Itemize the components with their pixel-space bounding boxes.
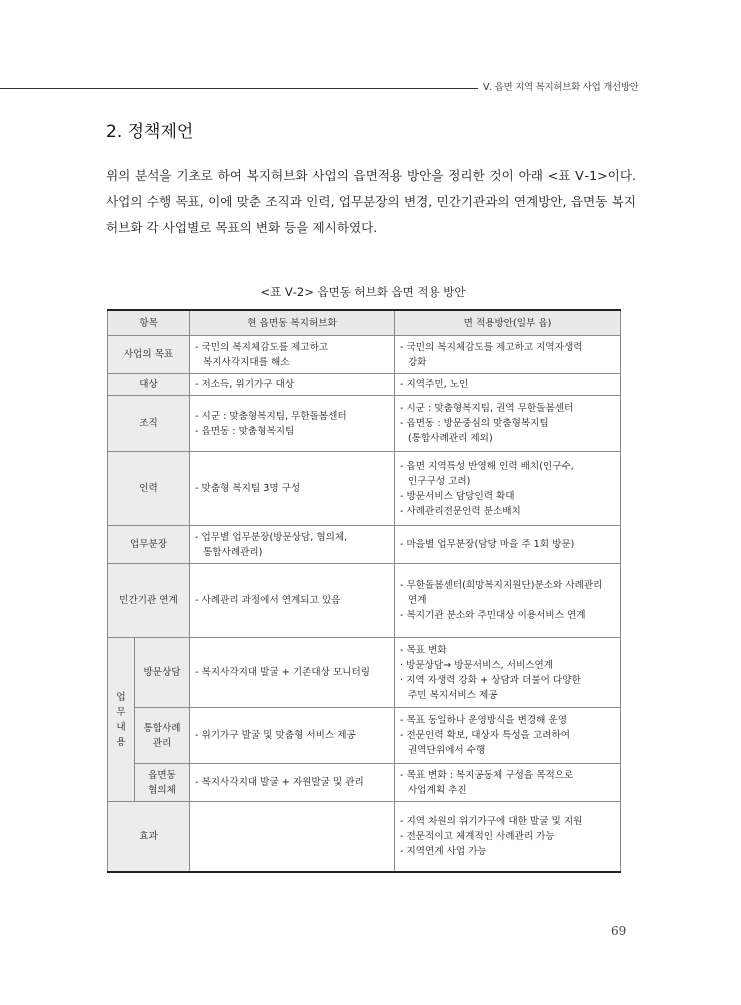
current-cell: - 복지사각지대 발굴 + 기존대상 모니터링 [190, 638, 395, 708]
current-cell: - 맞춤형 복지팀 3명 구성 [190, 452, 395, 526]
current-cell: - 국민의 복지체감도를 제고하고 복지사각지대를 해소 [190, 336, 395, 374]
row-label: 사업의 목표 [108, 336, 190, 374]
table-row [108, 764, 621, 802]
page-number: 69 [611, 924, 627, 938]
proposed-cell: - 목표 변화 · 방문상담→ 방문서비스, 서비스연계 · 지역 자생력 강화 + 상담과 더불어 다양한 주민 복지서비스 제공 [395, 638, 621, 708]
body-paragraph: 위의 분석을 기초로 하여 복지허브화 사업의 읍면적용 방안을 정리한 것이 아래 <표 Ⅴ-1>이다. 사업의 수행 목표, 이에 맞춘 조직과 인력, 업무분장의 변경, 민간기관과의 연계방안, 읍면동 복지허브화 각 사업별로 목표의 변화 등을 제시하였다. [106, 168, 636, 235]
row-label: 조직 [108, 396, 190, 452]
section-title: 2. 정책제언 [106, 122, 194, 142]
row-label: 방문상담 [135, 638, 190, 708]
row-label: 대상 [108, 374, 190, 396]
current-cell: - 업무별 업무분장(방문상담, 협의체, 통합사례관리) [190, 526, 395, 564]
table-row [108, 452, 621, 526]
row-label: 업무분장 [108, 526, 190, 564]
table-header-row [108, 310, 621, 336]
proposed-cell: - 무한돌봄센터(희망복지지원단)분소와 사례관리 연계 - 복지기관 분소와 주민대상 이용서비스 연계 [395, 564, 621, 638]
table-row [108, 396, 621, 452]
header-rule [0, 88, 478, 89]
table-row [108, 564, 621, 638]
header-proposed: 면 적용방안(일부 읍) [395, 310, 621, 336]
header-current: 현 읍면동 복지허브화 [190, 310, 395, 336]
row-label: 인력 [108, 452, 190, 526]
current-cell: - 저소득, 위기가구 대상 [190, 374, 395, 396]
table-row [108, 638, 621, 708]
proposed-cell: - 읍면 지역특성 반영해 인력 배치(인구수, 인구구성 고려) - 방문서비스 담당인력 확대 - 사례관리전문인력 분소배치 [395, 452, 621, 526]
proposed-cell: - 시군 : 맞춤형복지팀, 권역 무한돌봄센터 - 읍면동 : 방문중심의 맞춤형복지팀 (통합사례관리 제외) [395, 396, 621, 452]
current-cell: - 복지사각지대 발굴 + 자원발굴 및 관리 [190, 764, 395, 802]
table-row [108, 526, 621, 564]
proposed-cell: - 국민의 복지체감도를 제고하고 지역자생력 강화 [395, 336, 621, 374]
current-cell: - 위기가구 발굴 및 맞춤형 서비스 제공 [190, 708, 395, 764]
current-cell [190, 802, 395, 872]
table-row [108, 374, 621, 396]
table-row [108, 802, 621, 872]
policy-table [107, 309, 621, 873]
table-caption: <표 Ⅴ-2> 읍면동 허브화 읍면 적용 방안 [260, 285, 466, 299]
header-item: 항목 [108, 310, 190, 336]
running-header: Ⅴ. 읍면 지역 복지허브화 사업 개선방안 [483, 82, 639, 93]
proposed-cell: - 목표 변화 : 복지공동체 구성을 목적으로 사업계획 추진 [395, 764, 621, 802]
work-group-label [108, 638, 135, 802]
current-cell: - 사례관리 과정에서 연계되고 있음 [190, 564, 395, 638]
row-label: 민간기관 연계 [108, 564, 190, 638]
table-row [108, 336, 621, 374]
proposed-cell: - 지역주민, 노인 [395, 374, 621, 396]
table-row [108, 708, 621, 764]
current-cell: - 시군 : 맞춤형복지팀, 무한돌봄센터 - 읍면동 : 맞춤형복지팀 [190, 396, 395, 452]
row-label: 읍면동 협의체 [135, 764, 190, 802]
proposed-cell: - 지역 차원의 위기가구에 대한 발굴 및 지원 - 전문적이고 체계적인 사례관리 가능 - 지역연계 사업 가능 [395, 802, 621, 872]
row-label: 효과 [108, 802, 190, 872]
work-group-text: 업무내용 [116, 691, 126, 748]
proposed-cell: - 목표 동일하나 운영방식을 변경해 운영 - 전문인력 확보, 대상자 특성을 고려하여 권역단위에서 수행 [395, 708, 621, 764]
proposed-cell: - 마을별 업무분장(담당 마을 주 1회 방문) [395, 526, 621, 564]
row-label: 통합사례 관리 [135, 708, 190, 764]
